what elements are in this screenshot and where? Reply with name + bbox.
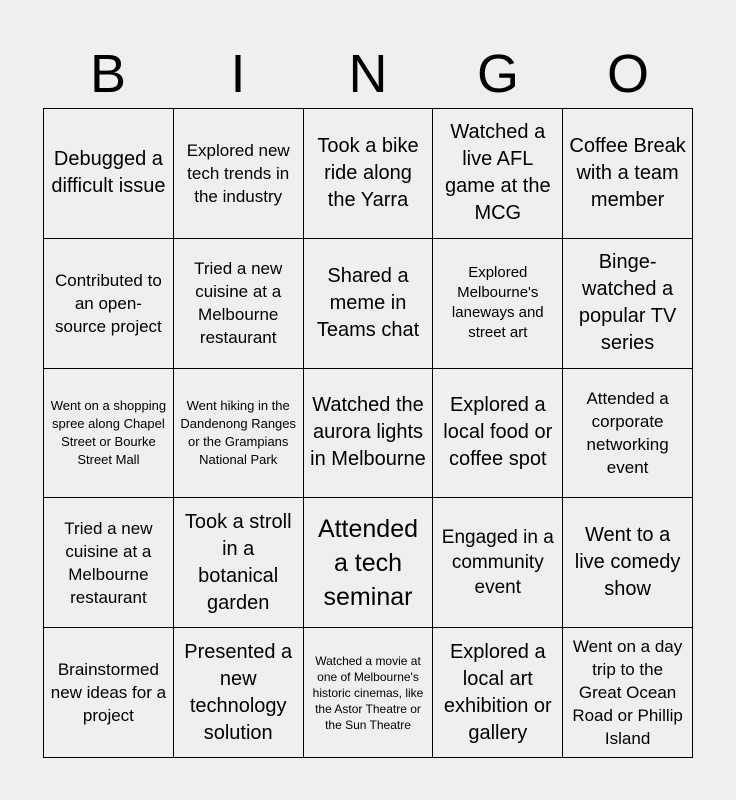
cell-text: Shared a meme in Teams chat <box>316 264 420 341</box>
bingo-cell[interactable] <box>433 109 563 239</box>
cell-text: Attended a corporate networking event <box>586 388 669 477</box>
cell-text: Watched a movie at one of Melbourne's historic cinemas, like the Astor Theatre or the Sun Theatre <box>312 653 424 732</box>
bingo-cell[interactable] <box>44 109 174 239</box>
header-letter-i: I <box>230 44 246 104</box>
bingo-cell[interactable] <box>174 628 304 758</box>
bingo-cell[interactable] <box>563 369 693 499</box>
cell-text: Tried a new cuisine at a Melbourne restaurant <box>194 259 283 348</box>
bingo-cell[interactable] <box>304 369 434 499</box>
cell-text: Watched a live AFL game at the MCG <box>444 121 551 225</box>
bingo-cell[interactable] <box>44 628 174 758</box>
header-letter-g: G <box>476 44 519 104</box>
cell-text: Explored a local art exhibition or gallery <box>443 640 552 744</box>
bingo-cell[interactable] <box>304 109 434 239</box>
header-letter-b: B <box>89 44 127 104</box>
cell-text: Coffee Break with a team member <box>569 134 686 211</box>
bingo-cell[interactable] <box>174 369 304 499</box>
bingo-cell[interactable] <box>304 628 434 758</box>
cell-text: Went hiking in the Dandenong Ranges or the Grampians National Park <box>180 397 297 467</box>
cell-text: Went on a shopping spree along Chapel Street or Bourke Street Mall <box>50 397 167 467</box>
cell-text: Went on a day trip to the Great Ocean Road or Phillip Island <box>572 637 683 749</box>
cell-text: Debugged a difficult issue <box>51 148 166 198</box>
bingo-cell[interactable] <box>433 239 563 369</box>
cell-text: Explored Melbourne's laneways and street art <box>451 264 544 342</box>
header-letter-n: N <box>348 44 388 104</box>
bingo-cell[interactable] <box>304 239 434 369</box>
bingo-cell[interactable] <box>563 498 693 628</box>
bingo-cell[interactable] <box>304 498 434 628</box>
bingo-cell[interactable] <box>44 369 174 499</box>
bingo-cell[interactable] <box>44 239 174 369</box>
cell-text: Presented a new technology solution <box>184 640 293 744</box>
cell-text: Explored a local food or coffee spot <box>443 394 553 471</box>
bingo-cell[interactable] <box>433 628 563 758</box>
bingo-cell[interactable] <box>174 109 304 239</box>
bingo-cell[interactable] <box>563 628 693 758</box>
cell-text: Binge-watched a popular TV series <box>578 251 677 355</box>
cell-text: Went to a live comedy show <box>574 524 681 601</box>
cell-text: Contributed to an open-source project <box>55 270 162 336</box>
cell-text: Attended a tech seminar <box>317 514 419 611</box>
bingo-cell[interactable] <box>174 239 304 369</box>
bingo-cell[interactable] <box>433 498 563 628</box>
cell-text: Tried a new cuisine at a Melbourne restaurant <box>64 518 153 607</box>
cell-text: Took a stroll in a botanical garden <box>184 510 292 614</box>
cell-text: Explored new tech trends in the industry <box>186 140 290 206</box>
bingo-header <box>43 40 693 108</box>
bingo-cell[interactable] <box>563 239 693 369</box>
bingo-cell[interactable] <box>563 109 693 239</box>
cell-text: Brainstormed new ideas for a project <box>50 660 167 726</box>
bingo-cell[interactable] <box>174 498 304 628</box>
bingo-board <box>43 108 693 758</box>
cell-text: Took a bike ride along the Yarra <box>317 134 419 211</box>
header-letter-o: O <box>606 44 649 104</box>
bingo-cell[interactable] <box>433 369 563 499</box>
cell-text: Watched the aurora lights in Melbourne <box>310 394 426 471</box>
cell-text: Engaged in a community event <box>441 527 554 599</box>
bingo-cell[interactable] <box>44 498 174 628</box>
